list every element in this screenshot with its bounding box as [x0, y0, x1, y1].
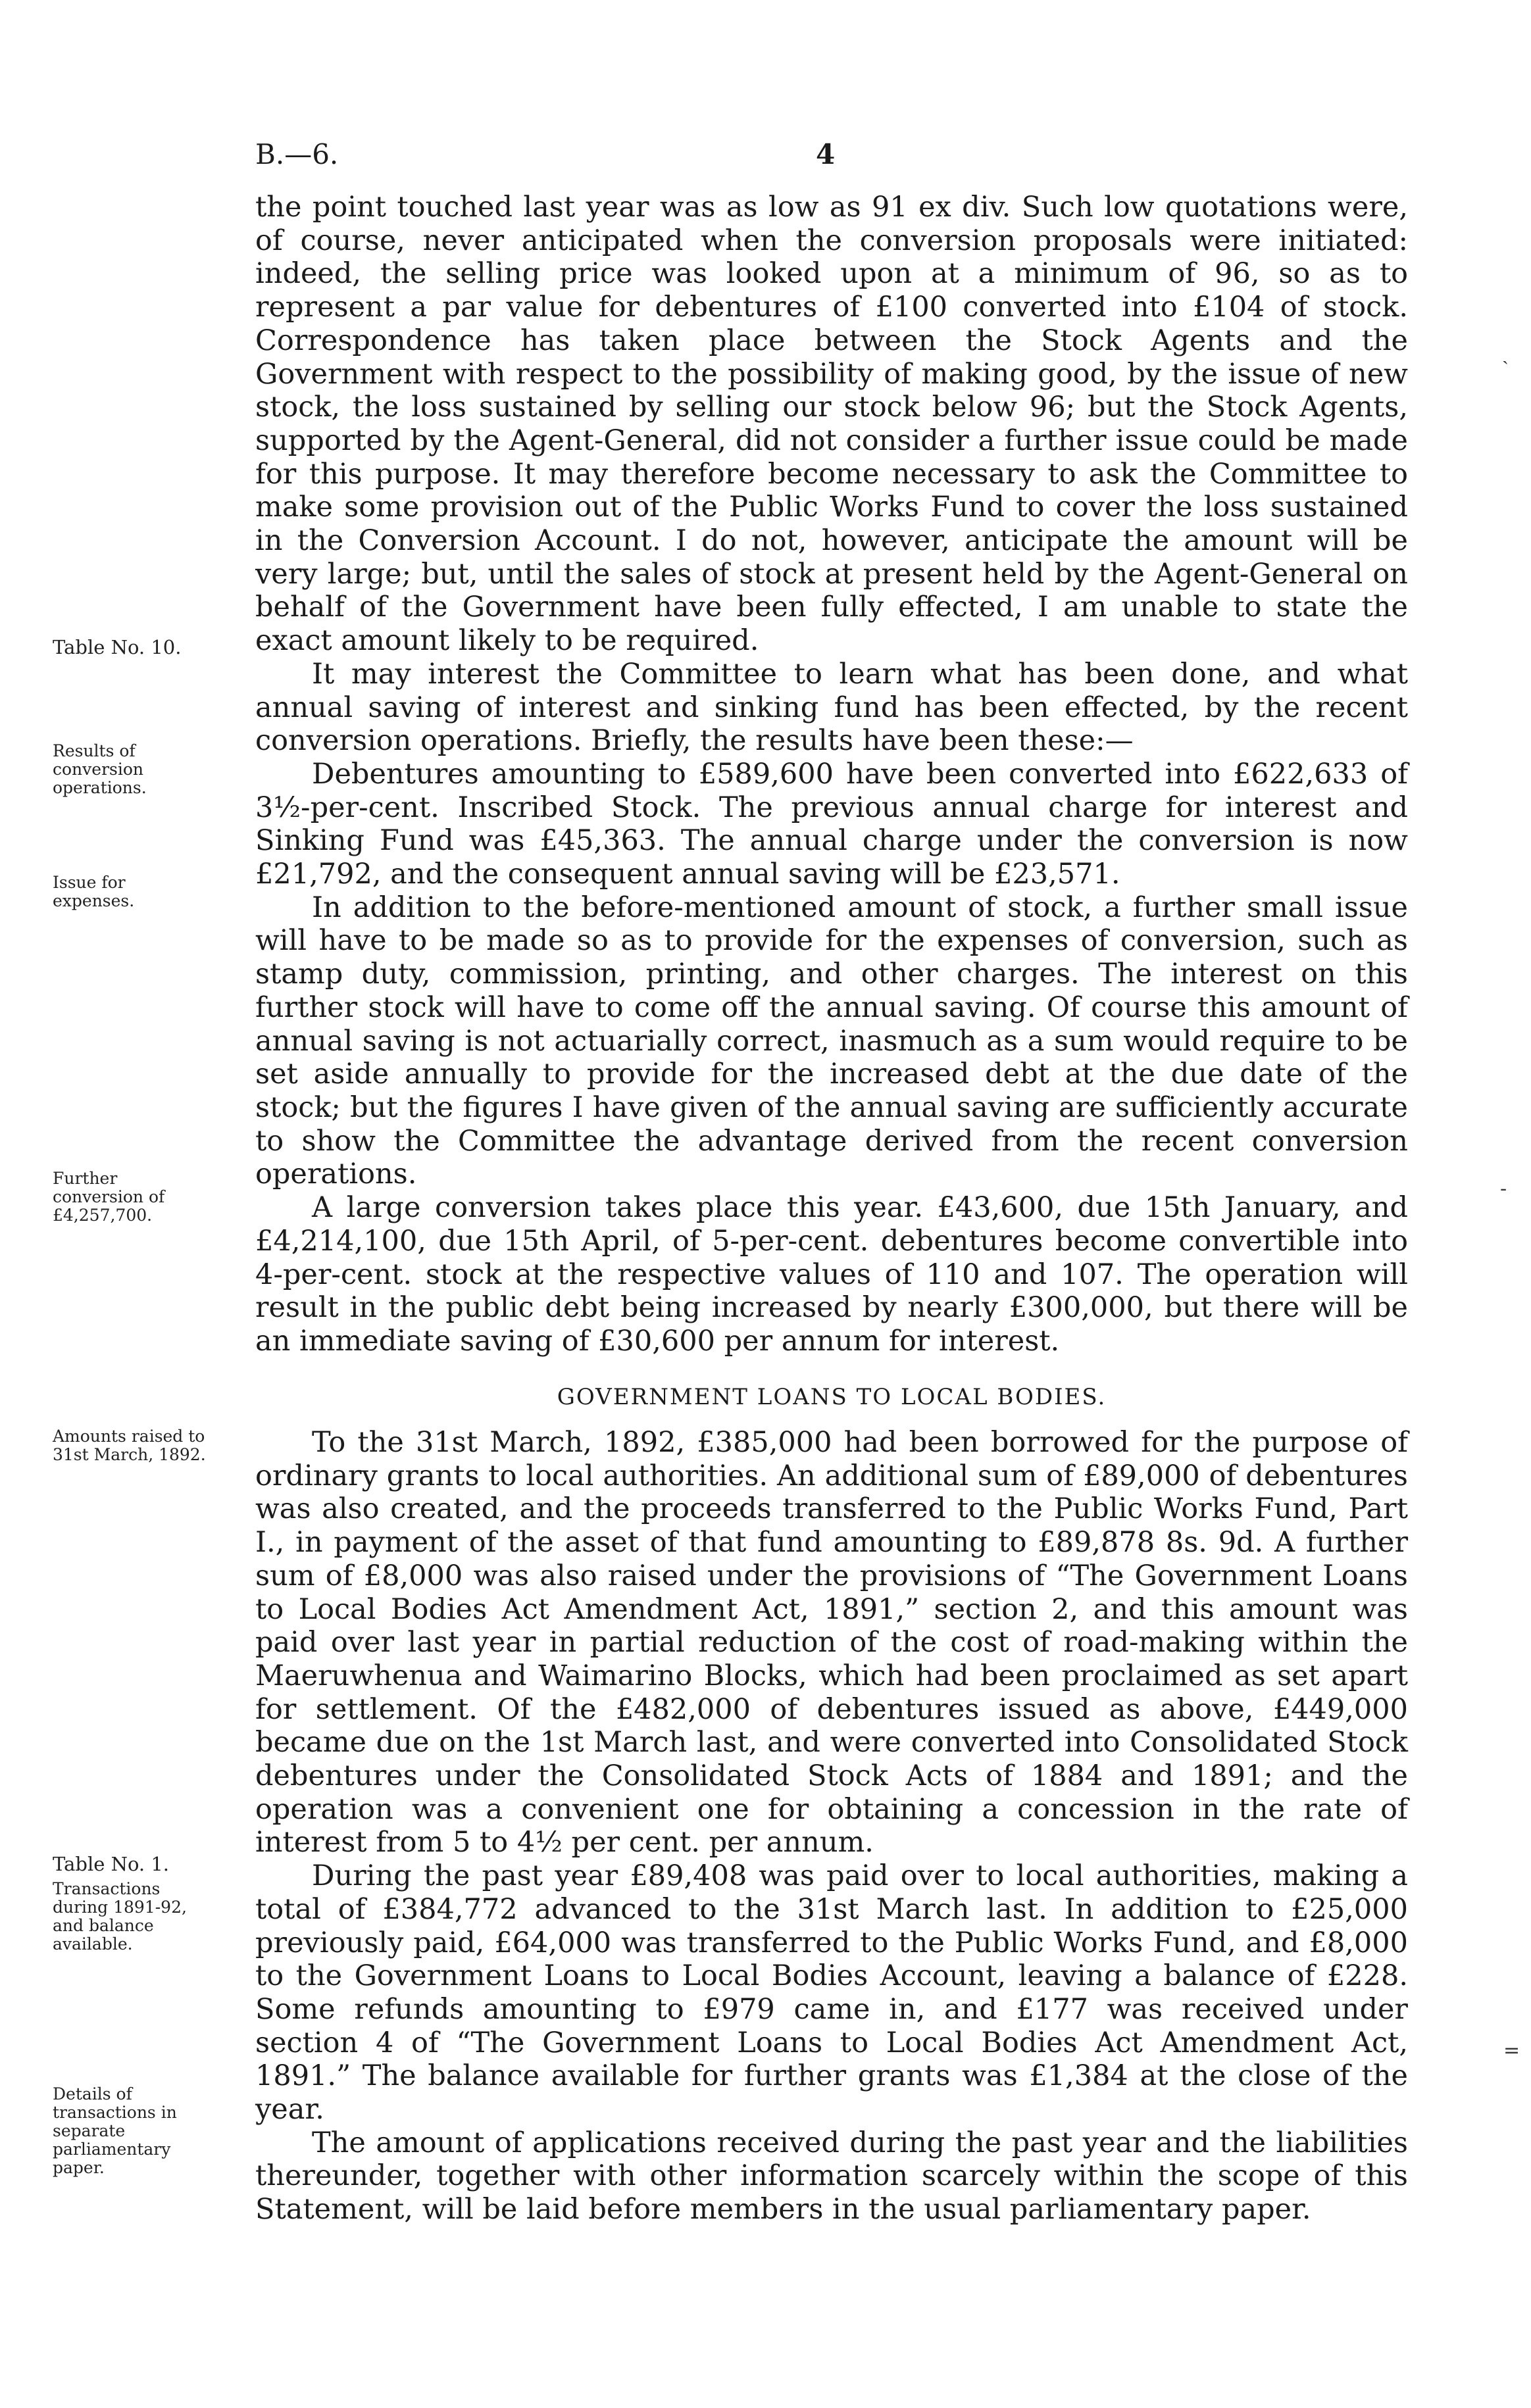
paragraph-issue-expenses: In addition to the before-mentioned amount of stock, a further small issue will have to be made so as to provide for the expenses of conversion, such as stamp duty, commission, printing, and other charges. The interest on this further stock will have to come off the annual saving. Of course this amount of annual saving is not actuarially correct, inasmuch as a sum would require to be set aside annually to provide for the increased debt at the due date of the stock; but the figures I have given of the annual saving are sufficiently accurate to show the Committee the advantage derived from the recent conversion operations. [255, 891, 1408, 1191]
paragraph-large-conversion: A large conversion takes place this year. £43,600, due 15th January, and £4,214,100, due 15th April, of 5-per-cent. debentures become convertible into 4-per-cent. stock at the respective values of 110 and 107. The operation will result in the public debt being increased by nearly £300,000, but there will be an immediate saving of £30,600 per annum for interest. [255, 1191, 1408, 1358]
margin-note-transactions: Transactions during 1891-92, and balance available. [53, 1879, 187, 1953]
document-reference: B.—6. [255, 138, 339, 170]
margin-note-table-1: Table No. 1. [53, 1853, 170, 1875]
paragraph-debentures-converted: Debentures amounting to £589,600 have been converted into £622,633 of 3½-per-cent. Inscribed Stock. The previous annual charge for interest and Sinking Fund was £45,363. The annual charge under the conversion is now £21,792, and the consequent annual saving will be £23,571. [255, 757, 1408, 891]
page-header [255, 138, 1413, 178]
scan-speck: ˎ [1502, 342, 1509, 365]
margin-note-table-10: Table No. 10. [53, 636, 182, 658]
paragraph-payments: During the past year £89,408 was paid over to local authorities, making a total of £384,772 advanced to the 31st March last. In addition to £25,000 previously paid, £64,000 was transferred to the Public Works Fund, and £8,000 to the Government Loans to Local Bodies Account, leaving a balance of £228. Some refunds amounting to £979 came in, and £177 was received under section 4 of “The Government Loans to Local Bodies Act Amendment Act, 1891.” The balance available for further grants was £1,384 at the close of the year. [255, 1859, 1408, 2126]
margin-note-issue-expenses: Issue for expenses. [53, 873, 135, 910]
scan-speck: - [1500, 1177, 1507, 1200]
margin-note-further-conversion: Further conversion of £4,257,700. [53, 1169, 165, 1225]
section-heading: GOVERNMENT LOANS TO LOCAL BODIES. [557, 1384, 1107, 1410]
body-text-bottom [255, 1426, 1408, 2226]
paragraph-conversion-losses: the point touched last year was as low as 91 ex div. Such low quotations were, of course, never anticipated when the conversion proposals were initiated: indeed, the selling price was looked upon at a minimum of 96, so as to represent a par value for debentures of £100 converted into £104 of stock. Correspondence has taken place between the Stock Agents and the Government with respect to the possibility of making good, by the issue of new stock, the loss sustained by selling our stock below 96; but the Stock Agents, supported by the Agent-General, did not consider a further issue could be made for this purpose. It may therefore become necessary to ask the Committee to make some provision out of the Public Works Fund to cover the loss sustained in the Conversion Account. I do not, however, anticipate the amount will be very large; but, until the sales of stock at present held by the Agent-General on behalf of the Government have been fully effected, I am unable to state the exact amount likely to be required. [255, 191, 1408, 658]
paragraph-results-intro: It may interest the Committee to learn what has been done, and what annual saving of interest and sinking fund has been effected, by the recent conversion operations. Briefly, the results have been these:— [255, 657, 1408, 758]
margin-note-amounts-raised: Amounts raised to 31st March, 1892. [53, 1427, 206, 1464]
paragraph-applications: The amount of applications received during the past year and the liabilities thereunder, together with other information scarcely within the scope of this Statement, will be laid before members in the usual parliamentary paper. [255, 2126, 1408, 2226]
paragraph-loans-raised: To the 31st March, 1892, £385,000 had been borrowed for the purpose of ordinary grants to local authorities. An additional sum of £89,000 of debentures was also created, and the proceeds transferred to the Public Works Fund, Part I., in payment of the asset of that fund amounting to £89,878 8s. 9d. A further sum of £8,000 was also raised under the provisions of “The Government Loans to Local Bodies Act Amendment Act, 1891,” section 2, and this amount was paid over last year in partial reduction of the cost of road-making within the Maeruwhenua and Waimarino Blocks, which had been proclaimed as set apart for settlement. Of the £482,000 of debentures issued as above, £449,000 became due on the 1st March last, and were converted into Consolidated Stock debentures under the Consolidated Stock Acts of 1884 and 1891; and the operation was a convenient one for obtaining a concession in the rate of interest from 5 to 4½ per cent. per annum. [255, 1426, 1408, 1859]
margin-note-details: Details of transactions in separate parliamentary paper. [53, 2084, 177, 2177]
body-text-top [255, 191, 1408, 1358]
scan-speck: = [1503, 2039, 1520, 2062]
margin-note-results: Results of conversion operations. [53, 741, 147, 797]
page-number: 4 [816, 138, 836, 170]
